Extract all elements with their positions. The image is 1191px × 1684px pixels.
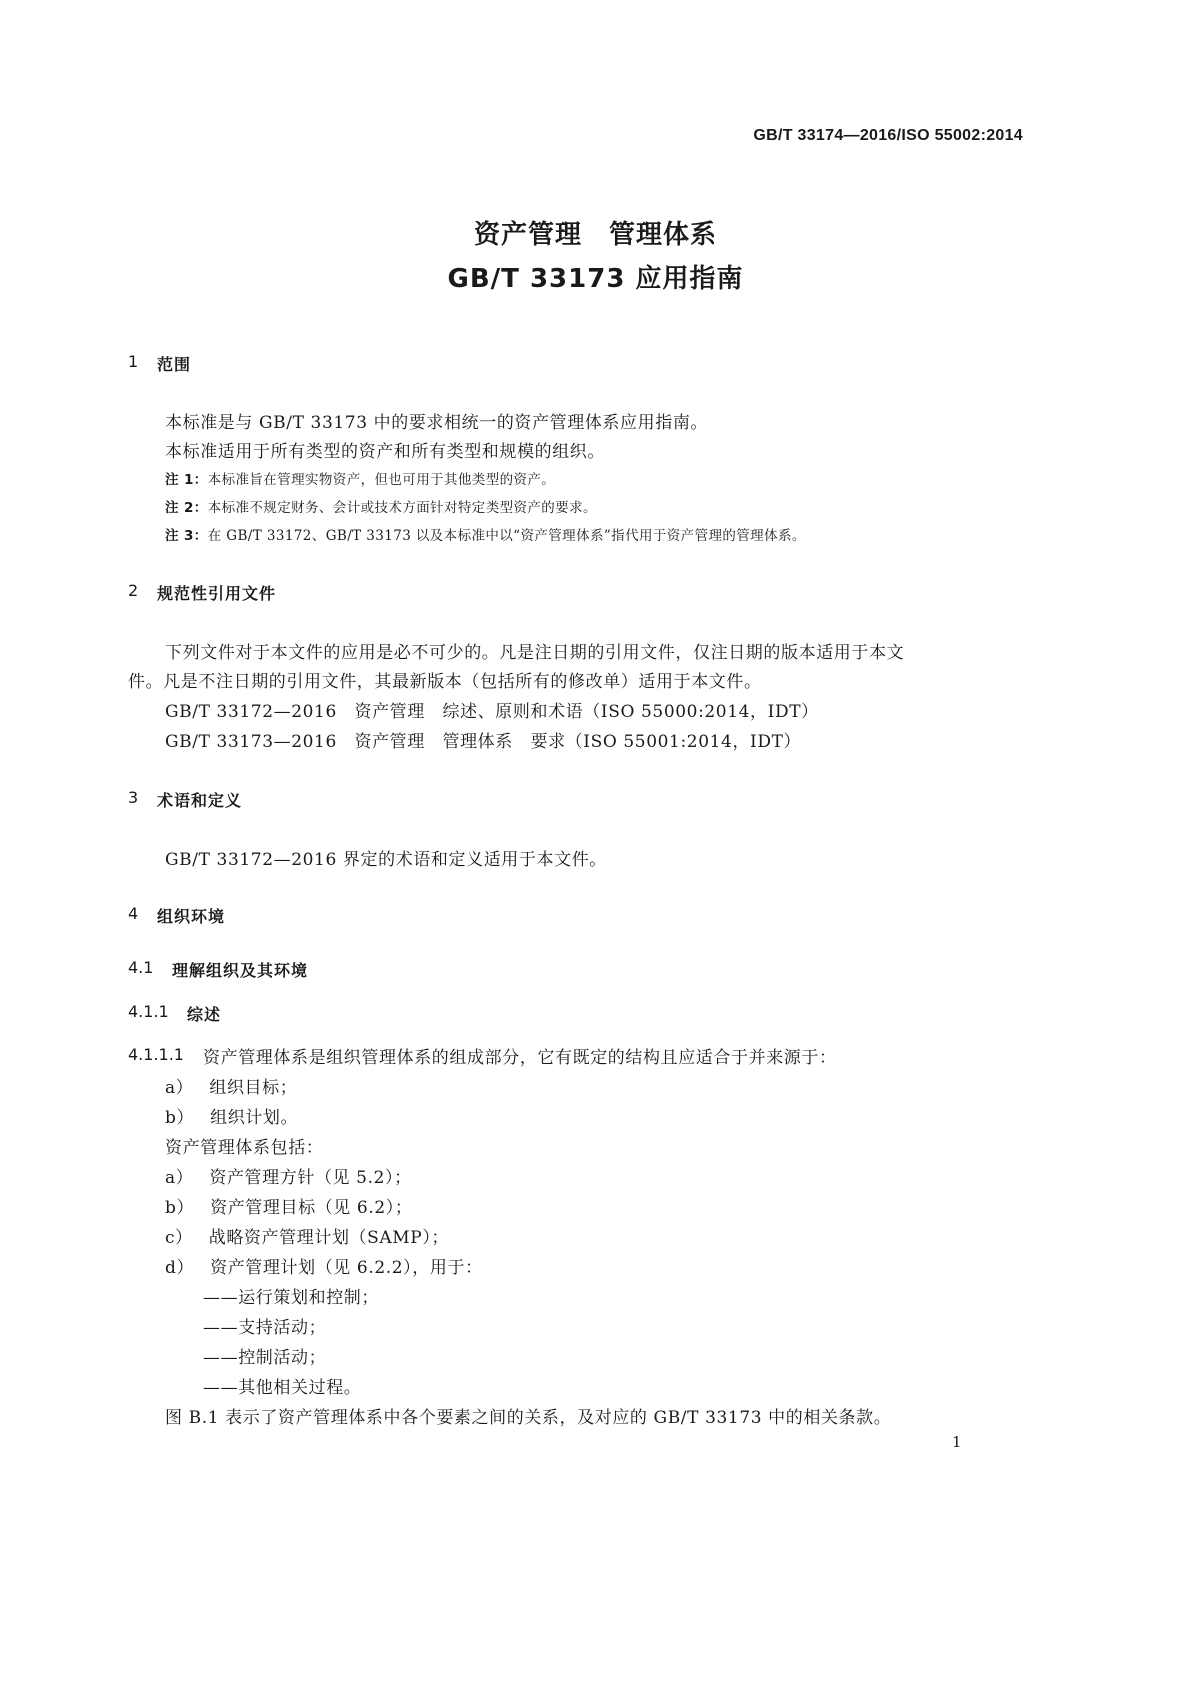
list-item-marker: b）	[165, 1108, 195, 1128]
dash-list-item: ——运行策划和控制；	[203, 1288, 379, 1308]
note-3	[165, 524, 806, 544]
normative-reference-2: GB/T 33173—2016 资产管理 管理体系 要求（ISO 55001:2014，IDT）	[165, 732, 802, 752]
list-item	[165, 1163, 412, 1188]
list-item	[165, 1073, 297, 1098]
list-item	[165, 1223, 449, 1248]
document-code: GB/T 33174—2016/ISO 55002:2014	[753, 127, 1023, 144]
clause-4-1-1-1-number: 4.1.1.1	[128, 1045, 184, 1064]
dash-list-item: ——支持活动；	[203, 1318, 327, 1338]
section-2-title: 规范性引用文件	[157, 584, 277, 603]
normative-reference-1: GB/T 33172—2016 资产管理 综述、原则和术语（ISO 55000:2014，IDT）	[165, 702, 819, 722]
scope-paragraph-2: 本标准适用于所有类型的资产和所有类型和规模的组织。	[165, 442, 605, 462]
dash-list-item: ——其他相关过程。	[203, 1378, 362, 1398]
normative-paragraph-line-2: 件。凡是不注日期的引用文件，其最新版本（包括所有的修改单）适用于本文件。	[128, 672, 762, 692]
note-3-text: 在 GB/T 33172、GB/T 33173 以及本标准中以“资产管理体系”指代用于资产管理的管理体系。	[207, 528, 806, 544]
note-2-text: 本标准不规定财务、会计或技术方面针对特定类型资产的要求。	[207, 500, 597, 516]
normative-paragraph-line-1: 下列文件对于本文件的应用是必不可少的。凡是注日期的引用文件，仅注日期的版本适用于本文	[165, 643, 905, 663]
section-4-1-title: 理解组织及其环境	[172, 961, 309, 980]
terms-paragraph: GB/T 33172—2016 界定的术语和定义适用于本文件。	[165, 850, 607, 870]
dash-list-item: ——控制活动；	[203, 1348, 327, 1368]
section-1-title: 范围	[157, 355, 192, 374]
note-2	[165, 496, 597, 516]
list-item-text: 资产管理方针（见 5.2）；	[209, 1168, 412, 1188]
list-item	[165, 1193, 412, 1218]
list-item-text: 战略资产管理计划（SAMP）；	[208, 1228, 450, 1248]
list-item-text: 组织目标；	[209, 1078, 298, 1098]
note-1-text: 本标准旨在管理实物资产，但也可用于其他类型的资产。	[207, 472, 556, 488]
list-item	[165, 1103, 298, 1128]
note-1	[165, 468, 555, 488]
section-4-1-1-number: 4.1.1	[128, 1002, 169, 1021]
list-item-text: 资产管理计划（见 6.2.2），用于：	[210, 1258, 483, 1278]
clause-4-1-1-1-text: 资产管理体系是组织管理体系的组成部分，它有既定的结构且应适合于并来源于：	[203, 1048, 837, 1068]
list-item-marker: c）	[165, 1228, 193, 1248]
section-2-number: 2	[128, 581, 139, 600]
title-line-2: GB/T 33173 应用指南	[447, 264, 744, 294]
note-3-label: 注 3：	[165, 528, 208, 544]
note-1-label: 注 1：	[165, 472, 208, 488]
section-3-title: 术语和定义	[157, 791, 243, 810]
system-includes-intro: 资产管理体系包括：	[165, 1138, 324, 1158]
section-1-number: 1	[128, 352, 139, 371]
list-item-text: 资产管理目标（见 6.2）；	[210, 1198, 413, 1218]
section-3-number: 3	[128, 788, 139, 807]
section-4-number: 4	[128, 904, 139, 923]
list-item-marker: a）	[165, 1168, 194, 1188]
scope-paragraph-1: 本标准是与 GB/T 33173 中的要求相统一的资产管理体系应用指南。	[165, 413, 709, 433]
note-2-label: 注 2：	[165, 500, 208, 516]
section-4-1-number: 4.1	[128, 958, 154, 977]
figure-reference-paragraph: 图 B.1 表示了资产管理体系中各个要素之间的关系，及对应的 GB/T 33173 中的相关条款。	[165, 1408, 892, 1428]
title-line-1: 资产管理 管理体系	[473, 220, 717, 250]
section-4-title: 组织环境	[157, 907, 226, 926]
list-item	[165, 1253, 483, 1278]
list-item-text: 组织计划。	[210, 1108, 299, 1128]
list-item-marker: d）	[165, 1258, 195, 1278]
page-number: 1	[952, 1433, 962, 1451]
list-item-marker: a）	[165, 1078, 194, 1098]
section-4-1-1-title: 综述	[187, 1005, 222, 1024]
list-item-marker: b）	[165, 1198, 195, 1218]
